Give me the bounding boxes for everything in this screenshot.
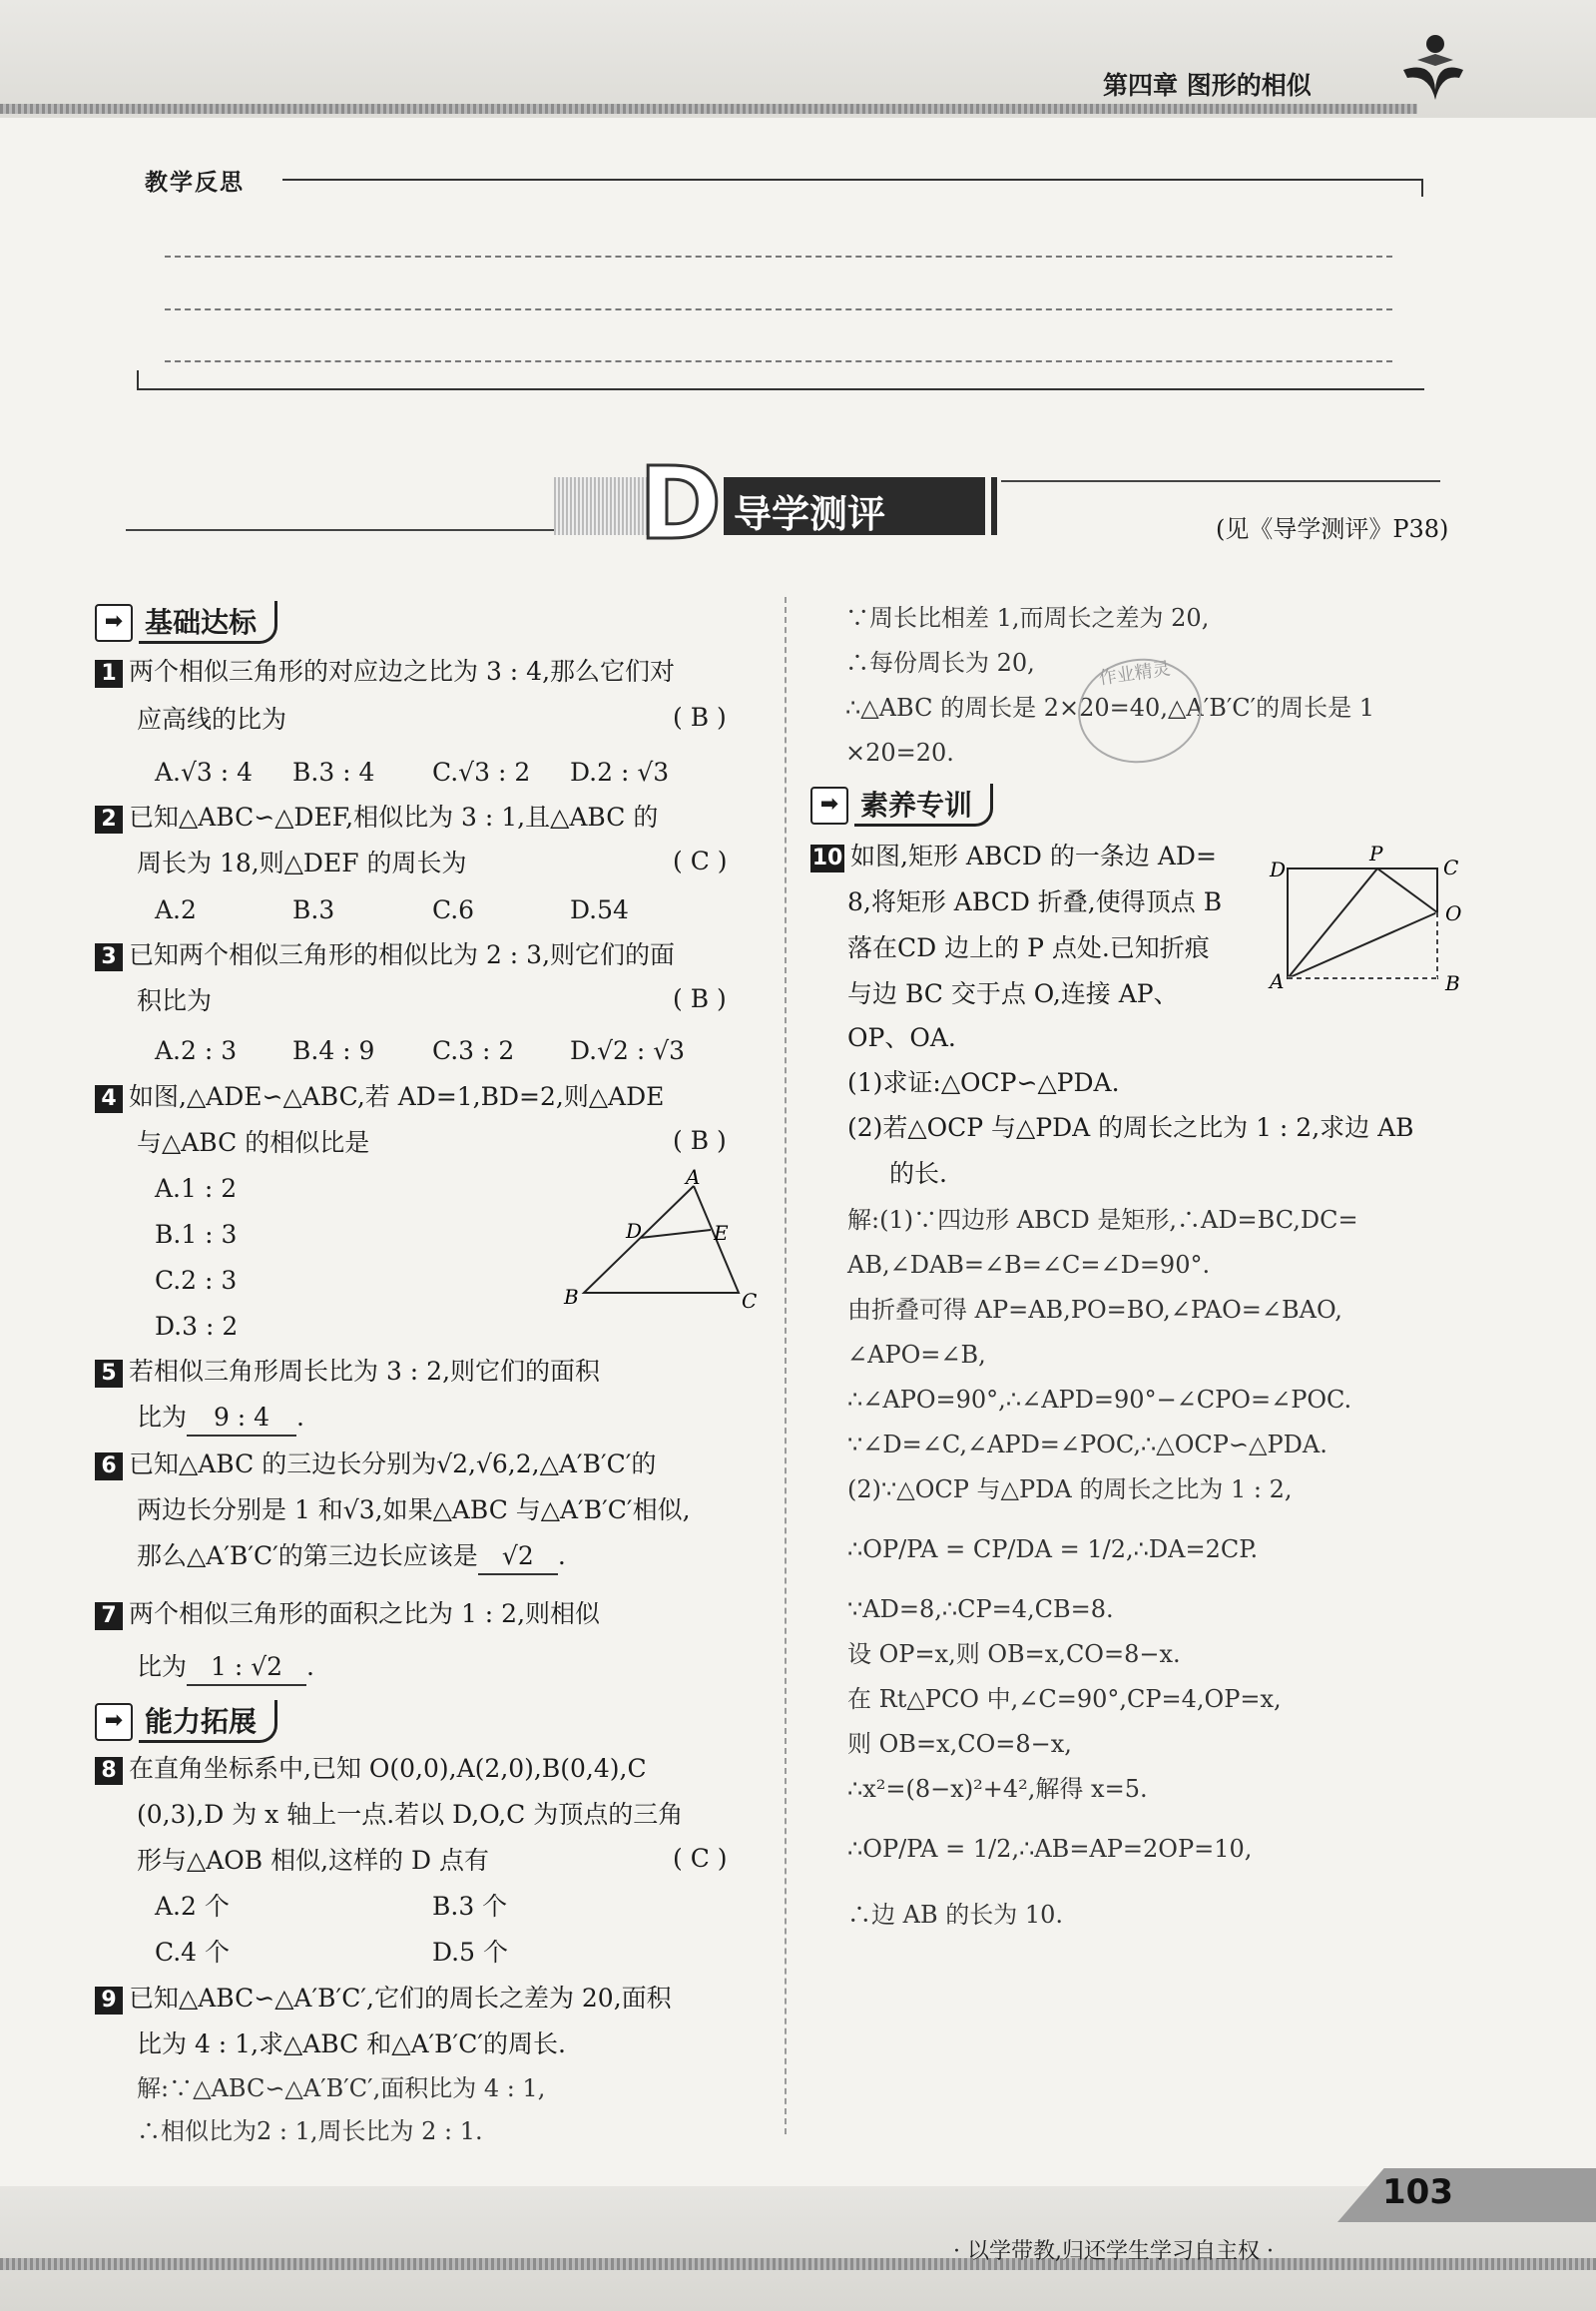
q7-blank-answer: 1 : √2	[187, 1650, 306, 1686]
book-logo-icon	[1397, 30, 1467, 110]
question-5-line-2: 比为 9 : 4 .	[137, 1401, 304, 1437]
q9-solution-line: ∴相似比为2 : 1,周长比为 2 : 1.	[137, 2117, 483, 2145]
section-tag-literacy: ➡ 素养专训	[810, 784, 993, 822]
question-4-line-1: 4 如图,△ADE∽△ABC,若 AD=1,BD=2,则△ADE	[95, 1080, 664, 1114]
question-5-line-1: 5 若相似三角形周长比为 3 : 2,则它们的面积	[95, 1355, 600, 1389]
question-4-answer: ( B )	[673, 1126, 727, 1155]
q8-option-d: D.5 个	[432, 1938, 508, 1967]
q1-option-a: A.√3 : 4	[155, 758, 254, 787]
q9-solution-line: ∵周长比相差 1,而周长之差为 20,	[845, 604, 1210, 632]
q2-option-d: D.54	[570, 895, 629, 924]
svg-text:P: P	[1369, 842, 1383, 866]
q10-solution-line: ∴OP/PA = CP/DA = 1/2,∴DA=2CP.	[847, 1535, 1259, 1563]
svg-text:A: A	[686, 1168, 701, 1189]
q9-solution-line: ∴△ABC 的周长是 2×20=40,△A′B′C′的周长是 1	[845, 694, 1374, 722]
q10-part-2: (2)若△OCP 与△PDA 的周长之比为 1 : 2,求边 AB	[847, 1113, 1414, 1142]
question-10-line-5: OP、OA.	[847, 1023, 956, 1052]
svg-text:B: B	[1445, 971, 1460, 995]
reflection-dashed-line	[165, 360, 1392, 362]
q10-solution-line: ∵∠D=∠C,∠APD=∠POC,∴△OCP∽△PDA.	[847, 1431, 1328, 1458]
q4-option-b: B.1 : 3	[155, 1220, 238, 1249]
header-band	[0, 0, 1596, 118]
arrow-icon: ➡	[95, 604, 133, 642]
footer-motto: · 以学带教,归还学生学习自主权 ·	[953, 2239, 1274, 2264]
q8-option-c: C.4 个	[155, 1938, 231, 1967]
reflection-border-right	[1421, 179, 1423, 197]
question-1-line-2: 应高线的比为	[137, 705, 287, 734]
question-8-answer: ( C )	[673, 1844, 728, 1873]
question-9-line-1: 9 已知△ABC∽△A′B′C′,它们的周长之差为 20,面积	[95, 1982, 672, 2016]
svg-text:B: B	[564, 1285, 579, 1309]
q10-solution-line: AB,∠DAB=∠B=∠C=∠D=90°.	[847, 1251, 1211, 1279]
q10-solution-line: 由折叠可得 AP=AB,PO=BO,∠PAO=∠BAO,	[847, 1296, 1342, 1324]
question-2-answer: ( C )	[673, 847, 728, 875]
q4-option-d: D.3 : 2	[155, 1312, 239, 1341]
q1-option-d: D.2 : √3	[570, 758, 670, 787]
reflection-dashed-line	[165, 308, 1392, 310]
q4-option-a: A.1 : 2	[155, 1174, 238, 1203]
section-tag-basic: ➡ 基础达标	[95, 601, 277, 639]
reflection-label: 教学反思	[145, 170, 245, 196]
question-6-line-2: 两边长分别是 1 和√3,如果△ABC 与△A′B′C′相似,	[137, 1495, 691, 1524]
q10-solution-line: ∴∠APO=90°,∴∠APD=90°−∠CPO=∠POC.	[847, 1386, 1352, 1414]
q1-option-c: C.√3 : 2	[432, 758, 531, 787]
arrow-icon: ➡	[810, 787, 848, 825]
section-tag-ability: ➡ 能力拓展	[95, 1700, 277, 1738]
q3-option-a: A.2 : 3	[155, 1036, 238, 1065]
banner-rule-left	[126, 529, 555, 531]
svg-text:D: D	[626, 1219, 643, 1243]
q2-option-b: B.3	[292, 895, 335, 924]
q3-option-c: C.3 : 2	[432, 1036, 515, 1065]
banner-title: 导学测评	[734, 492, 886, 536]
chapter-title: 第四章 图形的相似	[1103, 71, 1312, 100]
q10-solution-line: ∴OP/PA = 1/2,∴AB=AP=2OP=10,	[847, 1835, 1253, 1863]
q10-part-1: (1)求证:△OCP∽△PDA.	[847, 1068, 1120, 1097]
q8-option-a: A.2 个	[155, 1892, 230, 1921]
page-number-tab	[1337, 2168, 1596, 2222]
question-4-line-2: 与△ABC 的相似比是	[137, 1128, 370, 1157]
q10-solution-line: 在 Rt△PCO 中,∠C=90°,CP=4,OP=x,	[847, 1685, 1282, 1713]
page-number: 103	[1382, 2172, 1453, 2212]
column-divider	[785, 597, 787, 2134]
question-1-line-1: 1 两个相似三角形的对应边之比为 3 : 4,那么它们对	[95, 655, 675, 689]
reflection-border-top	[282, 179, 1422, 181]
q2-option-a: A.2	[155, 895, 197, 924]
q10-solution-line: (2)∵△OCP 与△PDA 的周长之比为 1 : 2,	[847, 1475, 1293, 1503]
question-2-line-2: 周长为 18,则△DEF 的周长为	[137, 849, 467, 877]
svg-text:A: A	[1270, 969, 1285, 993]
question-10-line-4: 与边 BC 交于点 O,连接 AP、	[847, 979, 1179, 1008]
reference-note: (见《导学测评》P38)	[1216, 515, 1449, 543]
rectangle-fold-figure	[1268, 839, 1467, 998]
svg-text:D: D	[1270, 858, 1287, 881]
reflection-border-left	[137, 370, 139, 388]
q10-solution-line: 解:(1)∵四边形 ABCD 是矩形,∴AD=BC,DC=	[847, 1206, 1358, 1234]
q10-solution-line: ∵AD=8,∴CP=4,CB=8.	[847, 1595, 1114, 1623]
q10-solution-line: ∴边 AB 的长为 10.	[847, 1901, 1064, 1929]
question-10-line-2: 8,将矩形 ABCD 折叠,使得顶点 B	[847, 887, 1223, 916]
q1-option-b: B.3 : 4	[292, 758, 375, 787]
question-8-line-1: 8 在直角坐标系中,已知 O(0,0),A(2,0),B(0,4),C	[95, 1752, 647, 1786]
q5-blank-answer: 9 : 4	[187, 1401, 296, 1437]
footer-rule	[0, 2258, 1596, 2270]
q6-blank-answer: √2	[478, 1539, 558, 1575]
banner-rule-right	[1001, 480, 1440, 482]
question-10-line-3: 落在CD 边上的 P 点处.已知折痕	[847, 933, 1210, 962]
watermark-stamp: 作业精灵	[1071, 651, 1208, 771]
question-9-line-2: 比为 4 : 1,求△ABC 和△A′B′C′的周长.	[137, 2029, 566, 2058]
question-8-line-2: (0,3),D 为 x 轴上一点.若以 D,O,C 为顶点的三角	[137, 1800, 684, 1829]
question-3-line-1: 3 已知两个相似三角形的相似比为 2 : 3,则它们的面	[95, 938, 675, 972]
arrow-icon: ➡	[95, 1703, 133, 1741]
question-6-line-3: 那么△A′B′C′的第三边长应该是 √2 .	[137, 1539, 566, 1575]
q8-option-b: B.3 个	[432, 1892, 508, 1921]
q9-solution-line: ×20=20.	[845, 739, 954, 767]
svg-text:C: C	[1443, 856, 1459, 879]
question-8-line-3: 形与△AOB 相似,这样的 D 点有	[137, 1846, 489, 1875]
reflection-dashed-line	[165, 256, 1392, 258]
question-6-line-1: 6 已知△ABC 的三边长分别为√2,√6,2,△A′B′C′的	[95, 1447, 656, 1481]
question-1-answer: ( B )	[673, 703, 727, 732]
q9-solution-line: ∴每份周长为 20,	[845, 649, 1035, 677]
question-3-line-2: 积比为	[137, 986, 213, 1015]
question-7-line-1: 7 两个相似三角形的面积之比为 1 : 2,则相似	[95, 1597, 600, 1631]
q4-option-c: C.2 : 3	[155, 1266, 238, 1295]
triangle-ade-abc-figure	[554, 1168, 769, 1313]
q3-option-d: D.√2 : √3	[570, 1036, 686, 1065]
svg-text:C: C	[742, 1289, 758, 1313]
q10-solution-line: ∠APO=∠B,	[847, 1341, 986, 1369]
banner-letter: D	[639, 445, 723, 562]
q10-solution-line: 设 OP=x,则 OB=x,CO=8−x.	[847, 1640, 1181, 1668]
question-10-line-1: 10 如图,矩形 ABCD 的一条边 AD=	[811, 842, 1217, 870]
svg-text:E: E	[714, 1221, 729, 1245]
reflection-border-bottom	[137, 388, 1424, 390]
svg-text:O: O	[1445, 901, 1462, 925]
q10-solution-line: 则 OB=x,CO=8−x,	[847, 1730, 1072, 1758]
q2-option-c: C.6	[432, 895, 475, 924]
q10-solution-line: ∴x²=(8−x)²+4²,解得 x=5.	[847, 1775, 1148, 1803]
q10-part-2-cont: 的长.	[889, 1159, 947, 1188]
question-7-line-2: 比为 1 : √2 .	[137, 1650, 314, 1686]
question-2-line-1: 2 已知△ABC∽△DEF,相似比为 3 : 1,且△ABC 的	[95, 801, 658, 835]
q9-solution-line: 解:∵△ABC∽△A′B′C′,面积比为 4 : 1,	[137, 2074, 546, 2102]
question-3-answer: ( B )	[673, 984, 727, 1013]
q3-option-b: B.4 : 9	[292, 1036, 375, 1065]
header-rule	[0, 104, 1417, 114]
